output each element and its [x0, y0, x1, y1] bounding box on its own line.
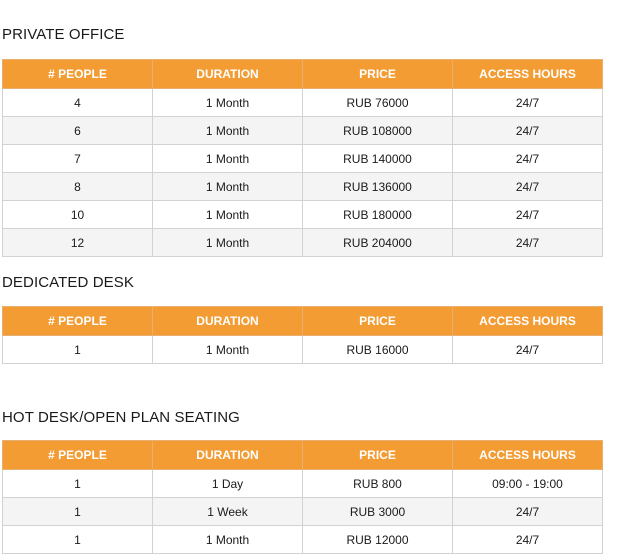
dedicated-desk-table — [2, 306, 603, 364]
section-title-private-office: PRIVATE OFFICE — [2, 26, 125, 43]
header-people: # PEOPLE — [3, 307, 153, 336]
header-access-hours: ACCESS HOURS — [453, 441, 603, 470]
section-title-dedicated-desk: DEDICATED DESK — [2, 274, 134, 291]
cell-price: RUB 3000 — [303, 498, 453, 526]
cell-access-hours: 24/7 — [453, 526, 603, 554]
cell-people: 7 — [3, 145, 153, 173]
cell-duration: 1 Month — [153, 89, 303, 117]
table-row — [3, 229, 603, 257]
header-access-hours: ACCESS HOURS — [453, 307, 603, 336]
cell-access-hours: 24/7 — [453, 173, 603, 201]
cell-price: RUB 204000 — [303, 229, 453, 257]
cell-access-hours: 24/7 — [453, 336, 603, 364]
cell-price: RUB 180000 — [303, 201, 453, 229]
cell-duration: 1 Week — [153, 498, 303, 526]
cell-access-hours: 24/7 — [453, 498, 603, 526]
table-row — [3, 173, 603, 201]
table-header-row — [3, 441, 603, 470]
cell-people: 1 — [3, 526, 153, 554]
cell-price: RUB 12000 — [303, 526, 453, 554]
header-duration: DURATION — [153, 60, 303, 89]
header-price: PRICE — [303, 60, 453, 89]
header-duration: DURATION — [153, 441, 303, 470]
table-row — [3, 336, 603, 364]
cell-people: 1 — [3, 498, 153, 526]
cell-duration: 1 Day — [153, 470, 303, 498]
cell-duration: 1 Month — [153, 201, 303, 229]
cell-price: RUB 800 — [303, 470, 453, 498]
private-office-table — [2, 59, 603, 257]
table-header-row — [3, 307, 603, 336]
table-row — [3, 89, 603, 117]
cell-price: RUB 108000 — [303, 117, 453, 145]
table-row — [3, 526, 603, 554]
cell-price: RUB 76000 — [303, 89, 453, 117]
table-row — [3, 498, 603, 526]
cell-price: RUB 140000 — [303, 145, 453, 173]
table-row — [3, 201, 603, 229]
cell-access-hours: 24/7 — [453, 201, 603, 229]
header-access-hours: ACCESS HOURS — [453, 60, 603, 89]
cell-access-hours: 24/7 — [453, 117, 603, 145]
cell-duration: 1 Month — [153, 526, 303, 554]
table-header-row — [3, 60, 603, 89]
cell-duration: 1 Month — [153, 145, 303, 173]
header-price: PRICE — [303, 441, 453, 470]
cell-access-hours: 24/7 — [453, 229, 603, 257]
header-people: # PEOPLE — [3, 60, 153, 89]
cell-price: RUB 136000 — [303, 173, 453, 201]
hot-desk-table — [2, 440, 603, 554]
cell-access-hours: 09:00 - 19:00 — [453, 470, 603, 498]
cell-access-hours: 24/7 — [453, 145, 603, 173]
cell-people: 10 — [3, 201, 153, 229]
table-row — [3, 117, 603, 145]
cell-duration: 1 Month — [153, 336, 303, 364]
table-row — [3, 470, 603, 498]
cell-duration: 1 Month — [153, 229, 303, 257]
cell-people: 4 — [3, 89, 153, 117]
cell-people: 6 — [3, 117, 153, 145]
table-row — [3, 145, 603, 173]
section-title-hot-desk: HOT DESK/OPEN PLAN SEATING — [2, 409, 240, 426]
cell-people: 8 — [3, 173, 153, 201]
cell-access-hours: 24/7 — [453, 89, 603, 117]
cell-people: 1 — [3, 470, 153, 498]
header-duration: DURATION — [153, 307, 303, 336]
cell-duration: 1 Month — [153, 117, 303, 145]
header-price: PRICE — [303, 307, 453, 336]
cell-price: RUB 16000 — [303, 336, 453, 364]
cell-duration: 1 Month — [153, 173, 303, 201]
cell-people: 1 — [3, 336, 153, 364]
header-people: # PEOPLE — [3, 441, 153, 470]
cell-people: 12 — [3, 229, 153, 257]
